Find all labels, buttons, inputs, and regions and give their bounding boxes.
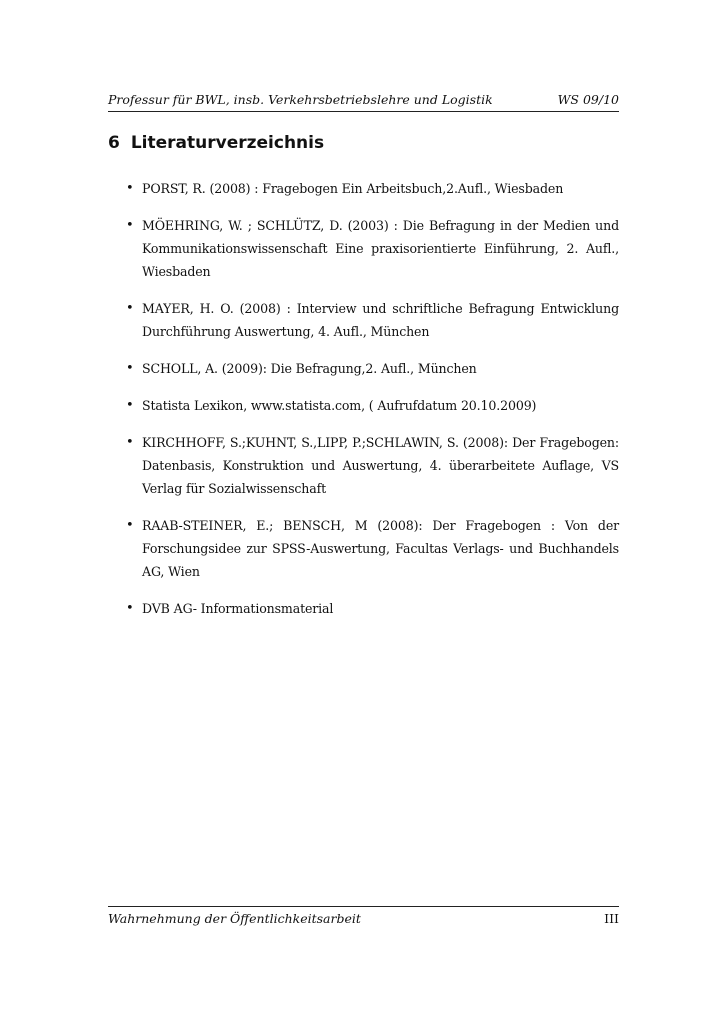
reference-text: RAAB-STEINER, E.; BENSCH, M (2008): Der Fragebogen : Von der Forschungsidee zur SPSS-Auswertung, Facultas Verlags- und Buchhandels AG, Wien bbox=[142, 518, 619, 579]
bibliography-item bbox=[108, 177, 619, 200]
reference-text: SCHOLL, A. (2009): Die Befragung,2. Aufl., München bbox=[142, 361, 477, 376]
reference-text: KIRCHHOFF, S.;KUHNT, S.,LIPP, P.;SCHLAWIN, S. (2008): Der Fragebogen: Datenbasis, Konstruktion und Auswertung, 4. überarbeitete Auflage, VS Verlag für Sozialwissenschaft bbox=[142, 435, 619, 496]
header-course-title: Professur für BWL, insb. Verkehrsbetriebslehre und Logistik bbox=[108, 92, 493, 107]
bibliography-item bbox=[108, 214, 619, 283]
bibliography-item bbox=[108, 357, 619, 380]
page-number: III bbox=[604, 911, 619, 926]
section-number: 6 bbox=[108, 133, 120, 153]
bibliography-item bbox=[108, 597, 619, 620]
bullet-icon: • bbox=[126, 181, 134, 196]
footer-document-title: Wahrnehmung der Öffentlichkeitsarbeit bbox=[108, 911, 361, 926]
header-semester: WS 09/10 bbox=[557, 92, 619, 107]
bibliography-item bbox=[108, 431, 619, 500]
bullet-icon: • bbox=[126, 435, 134, 450]
page-header bbox=[108, 91, 619, 112]
bullet-icon: • bbox=[126, 218, 134, 233]
page-footer bbox=[108, 906, 619, 931]
reference-text: MÖEHRING, W. ; SCHLÜTZ, D. (2003) : Die Befragung in der Medien und Kommunikationswissenschaft Eine praxisorientierte Einführung, 2. Aufl., Wiesbaden bbox=[142, 218, 619, 279]
reference-text: DVB AG- Informationsmaterial bbox=[142, 601, 334, 616]
bullet-icon: • bbox=[126, 601, 134, 616]
reference-text: MAYER, H. O. (2008) : Interview und schriftliche Befragung Entwicklung Durchführung Auswertung, 4. Aufl., München bbox=[142, 301, 619, 339]
bibliography-item bbox=[108, 514, 619, 583]
bullet-icon: • bbox=[126, 518, 134, 533]
reference-text: Statista Lexikon, www.statista.com, ( Aufrufdatum 20.10.2009) bbox=[142, 398, 537, 413]
bullet-icon: • bbox=[126, 398, 134, 413]
bibliography-item bbox=[108, 297, 619, 343]
reference-text: PORST, R. (2008) : Fragebogen Ein Arbeitsbuch,2.Aufl., Wiesbaden bbox=[142, 181, 564, 196]
bullet-icon: • bbox=[126, 301, 134, 316]
section-heading bbox=[108, 131, 324, 155]
bibliography-item bbox=[108, 394, 619, 417]
section-title-text: Literaturverzeichnis bbox=[130, 133, 325, 153]
bullet-icon: • bbox=[126, 361, 134, 376]
bibliography-list bbox=[108, 177, 619, 634]
